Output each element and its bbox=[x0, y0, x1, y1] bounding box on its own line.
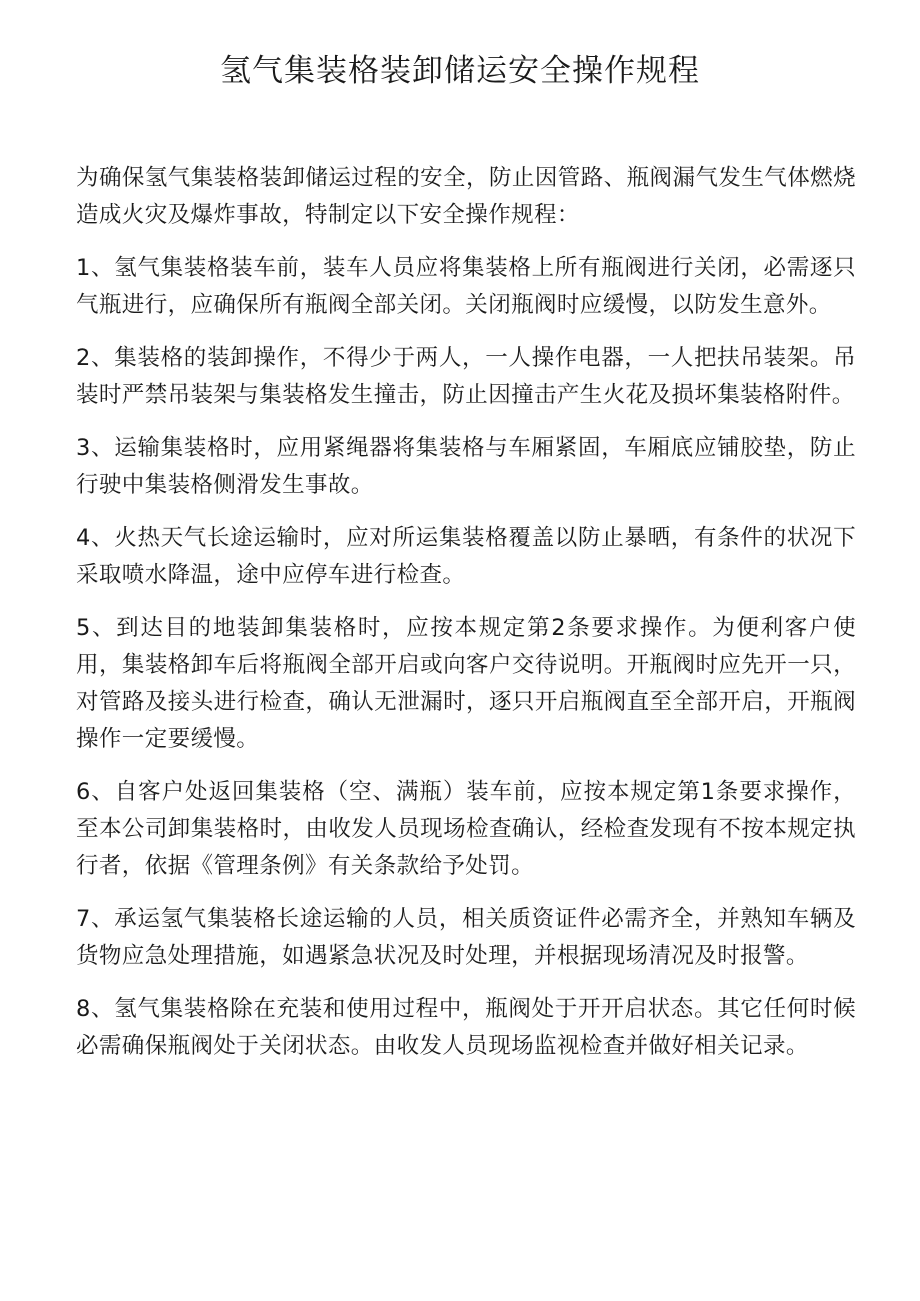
rule-paragraph-4: 4、火热天气长途运输时，应对所运集装格覆盖以防止暴晒，有条件的状况下采取喷水降温，途中应停车进行检查。 bbox=[76, 525, 856, 588]
document-title: 氢气集装格装卸储运安全操作规程 bbox=[220, 53, 700, 89]
rule-paragraph-5: 5、到达目的地装卸集装格时，应按本规定第2条要求操作。为便利客户使用，集装格卸车后将瓶阀全部开启或向客户交待说明。开瓶阀时应先开一只，对管路及接头进行检查，确认无泄漏时，逐只开启瓶阀直至全部开启，开瓶阀操作一定要缓慢。 bbox=[76, 615, 856, 752]
rule-paragraph-1: 1、氢气集装格装车前，装车人员应将集装格上所有瓶阀进行关闭，必需逐只气瓶进行，应确保所有瓶阀全部关闭。关闭瓶阀时应缓慢，以防发生意外。 bbox=[76, 255, 856, 318]
rule-paragraph-6: 6、自客户处返回集装格（空、满瓶）装车前，应按本规定第1条要求操作，至本公司卸集装格时，由收发人员现场检查确认，经检查发现有不按本规定执行者，依据《管理条例》有关条款给予处罚。 bbox=[76, 779, 856, 879]
rule-paragraph-2: 2、集装格的装卸操作，不得少于两人，一人操作电器，一人把扶吊装架。吊装时严禁吊装架与集装格发生撞击，防止因撞击产生火花及损坏集装格附件。 bbox=[76, 345, 856, 408]
rule-paragraph-7: 7、承运氢气集装格长途运输的人员，相关质资证件必需齐全，并熟知车辆及货物应急处理措施，如遇紧急状况及时处理，并根据现场清况及时报警。 bbox=[76, 906, 856, 969]
rule-paragraph-3: 3、运输集装格时，应用紧绳器将集装格与车厢紧固，车厢底应铺胶垫，防止行驶中集装格侧滑发生事故。 bbox=[76, 435, 856, 498]
document-body bbox=[76, 160, 856, 1081]
intro-paragraph: 为确保氢气集装格装卸储运过程的安全，防止因管路、瓶阀漏气发生气体燃烧造成火灾及爆炸事故，特制定以下安全操作规程： bbox=[76, 165, 856, 228]
rule-paragraph-8: 8、氢气集装格除在充装和使用过程中，瓶阀处于开开启状态。其它任何时候必需确保瓶阀处于关闭状态。由收发人员现场监视检查并做好相关记录。 bbox=[76, 996, 856, 1059]
